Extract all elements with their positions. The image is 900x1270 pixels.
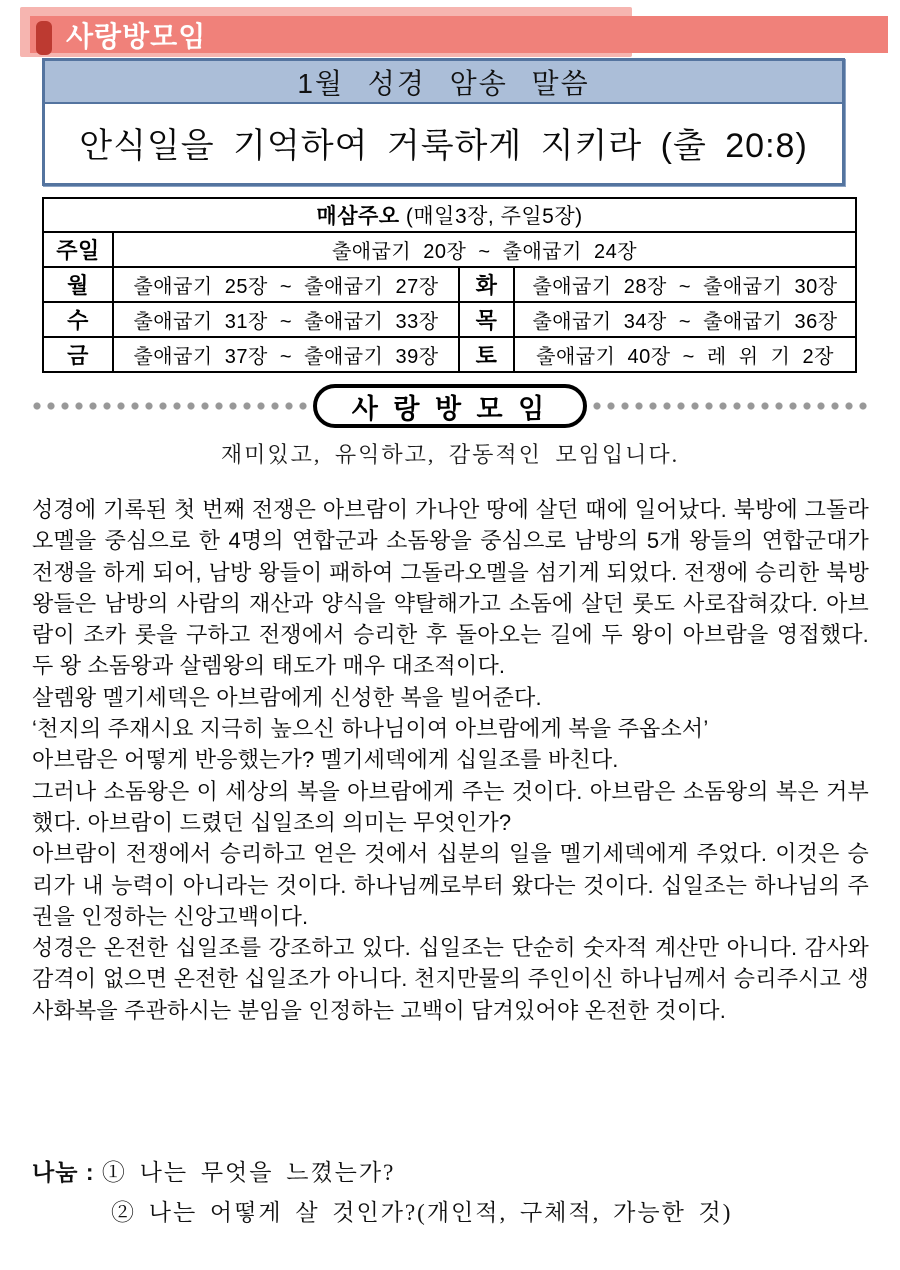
body-text xyxy=(32,494,869,1026)
section-pill-label: 사 랑 방 모 임 xyxy=(313,384,587,428)
divider-dots-right xyxy=(590,402,870,410)
day-cell: 수 xyxy=(43,302,113,337)
reading-plan-table xyxy=(42,197,857,373)
day-cell: 금 xyxy=(43,337,113,372)
table-caption-rest: (매일3장, 주일5장) xyxy=(399,205,583,228)
body-paragraph: 그러나 소돔왕은 이 세상의 복을 아브람에게 주는 것이다. 아브람은 소돔왕의 복은 거부했다. 아브람이 드렸던 십일조의 의미는 무엇인가? xyxy=(32,778,869,835)
section-divider xyxy=(30,383,870,429)
section-subtitle: 재미있고, 유익하고, 감동적인 모임입니다. xyxy=(220,442,680,467)
sharing-line xyxy=(32,1152,869,1193)
memory-verse-box xyxy=(42,58,845,186)
memory-verse-text: 안식일을 기억하여 거룩하게 지키라 (출 20:8) xyxy=(79,127,808,165)
range-cell: 출애굽기 25장 ~ 출애굽기 27장 xyxy=(113,267,459,302)
range-cell: 출애굽기 40장 ~ 레 위 기 2장 xyxy=(514,337,856,372)
day-cell: 월 xyxy=(43,267,113,302)
table-row xyxy=(43,337,856,372)
table-caption xyxy=(43,198,856,232)
table-row-sunday xyxy=(43,232,856,267)
body-paragraph: 성경에 기록된 첫 번째 전쟁은 아브람이 가나안 땅에 살던 때에 일어났다. 북방에 그돌라오멜을 중심으로 한 4명의 연합군과 소돔왕을 중심으로 남방의 5개 왕들의 연합군대가 전쟁을 하게 되어, 남방 왕들이 패하여 그돌라오멜을 섬기게 되었다. 전쟁에 승리한 북방 왕들은 남방의 사람의 재산과 양식을 약탈해가고 소돔에 살던 롯도 사로잡혀갔다. 아브람이 조카 롯을 구하고 전쟁에서 승리한 후 돌아오는 길에 두 왕이 아브람을 영접했다. 두 왕 소돔왕과 살렘왕의 태도가 매우 대조적이다. xyxy=(32,497,869,679)
body-paragraph: ‘천지의 주재시요 지극히 높으신 하나님이여 아브람에게 복을 주옵소서’ xyxy=(32,716,709,742)
table-row xyxy=(43,267,856,302)
sharing-label: 나눔 : xyxy=(32,1159,102,1185)
sharing-section xyxy=(32,1152,869,1233)
table-caption-bold: 매삼주오 xyxy=(316,205,400,228)
sharing-question-2: ② 나는 어떻게 살 것인가?(개인적, 구체적, 가능한 것) xyxy=(111,1200,733,1225)
day-cell-sunday: 주일 xyxy=(43,232,113,267)
body-paragraph: 성경은 온전한 십일조를 강조하고 있다. 십일조는 단순히 숫자적 계산만 아니다. 감사와 감격이 없으면 온전한 십일조가 아니다. 천지만물의 주인이신 하나님께서 승리주시고 생사화복을 주관하시는 분임을 인정하는 고백이 담겨있어야 온전한 것이다. xyxy=(32,935,869,1023)
range-cell: 출애굽기 37장 ~ 출애굽기 39장 xyxy=(113,337,459,372)
divider-dots-left xyxy=(30,402,310,410)
table-row xyxy=(43,302,856,337)
sharing-line xyxy=(32,1193,869,1233)
day-cell: 화 xyxy=(459,267,514,302)
memory-verse-title: 1월 성경 암송 말씀 xyxy=(45,61,842,104)
body-paragraph: 살렘왕 멜기세덱은 아브람에게 신성한 복을 빌어준다. xyxy=(32,684,542,710)
body-paragraph: 아브람은 어떻게 반응했는가? 멜기세덱에게 십일조를 바친다. xyxy=(32,747,619,773)
body-paragraph: 아브람이 전쟁에서 승리하고 얻은 것에서 십분의 일을 멜기세덱에게 주었다. 이것은 승리가 내 능력이 아니라는 것이다. 하나님께로부터 왔다는 것이다. 십일조는 하나님의 주권을 인정하는 신앙고백이다. xyxy=(32,841,869,929)
day-cell: 토 xyxy=(459,337,514,372)
range-cell: 출애굽기 31장 ~ 출애굽기 33장 xyxy=(113,302,459,337)
sharing-question-1: ① 나는 무엇을 느꼈는가? xyxy=(101,1160,396,1185)
range-cell-sunday: 출애굽기 20장 ~ 출애굽기 24장 xyxy=(113,232,856,267)
range-cell: 출애굽기 28장 ~ 출애굽기 30장 xyxy=(514,267,856,302)
banner-title: 사랑방모임 xyxy=(66,20,207,52)
day-cell: 목 xyxy=(459,302,514,337)
range-cell: 출애굽기 34장 ~ 출애굽기 36장 xyxy=(514,302,856,337)
banner-accent-bar-icon xyxy=(36,21,52,55)
table-row-caption xyxy=(43,198,856,232)
